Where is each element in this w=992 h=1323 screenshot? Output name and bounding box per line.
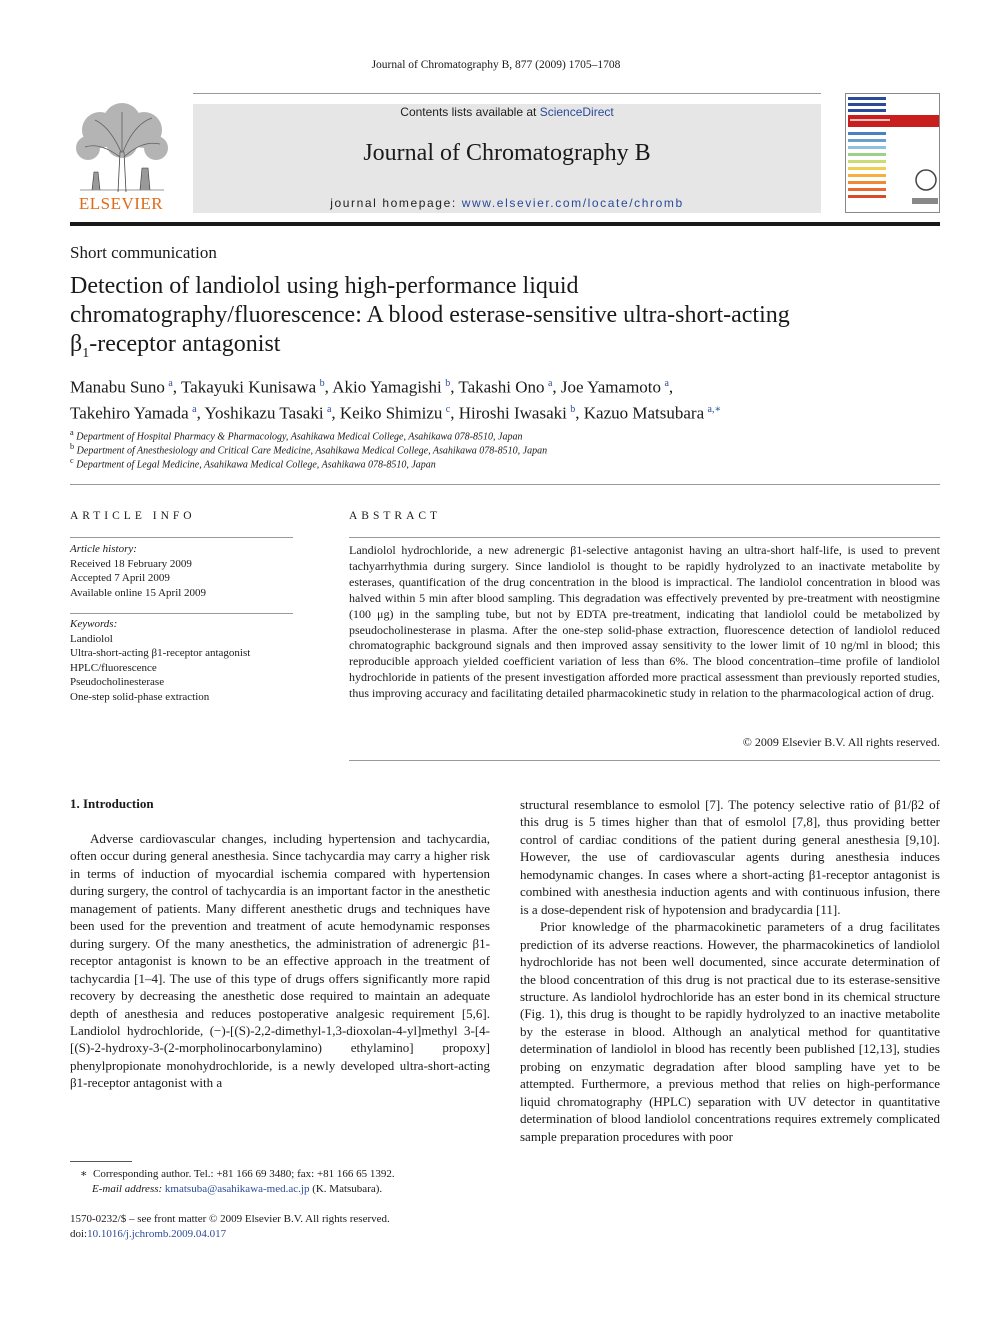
abstract-text: Landiolol hydrochloride, a new adrenergic β1-selective antagonist having an ultra-short half-life, is used to prevent tachyarrhythmia during surgery. Since landiolol is thought to be rapidly hydrolyzed to an inactivate metabolite by esterases, quantification of the drug concentration in the blood is impractical. The landiolol concentration in blood was halved within 5 min after blood sampling. This degradation was effectively prevented by pre-treatment with neostigmine (100 μg) in the sampling tube, but not by EDTA pre-treatment, indicating that landiolol could be metabolized by pseudocholinesterase in plasma. After the one-step solid-phase extraction, fluorescence detection of landiolol reduced chromatographic background signals and then improved assay sensitivity to the lower limit of 10 ng/ml in blood; this reproducible approach yielded coefficient variation of less than 6%. The blood concentration–time profile of landiolol hydrochloride in patients of the present investigation afforded more practical assessment than previously reported studies, thus improving accuracy and facilitating detailed pharmacokinetic study in relation to the pharmacological action of drug. xyxy=(349,543,940,701)
author-affiliation-marker[interactable]: c xyxy=(445,403,451,415)
keyword: Ultra-short-acting β1-receptor antagonist xyxy=(70,647,251,659)
author-name[interactable]: Akio Yamagishi xyxy=(332,377,442,397)
title-line-3 xyxy=(70,330,930,368)
author-affiliation-marker[interactable]: a,∗ xyxy=(707,403,722,415)
affiliation-marker: a xyxy=(70,428,74,437)
doi-label: doi: xyxy=(70,1228,88,1240)
author-affiliation-marker[interactable]: a xyxy=(168,378,173,389)
header-rule xyxy=(70,222,940,226)
article-type: Short communication xyxy=(70,243,217,262)
contents-prefix: Contents lists available at xyxy=(400,105,540,119)
affiliation-text: Department of Legal Medicine, Asahikawa Medical College, Asahikawa 078-8510, Japan xyxy=(76,459,436,471)
author-name[interactable]: Joe Yamamoto xyxy=(560,377,662,397)
keywords-label: Keywords: xyxy=(70,618,118,630)
author-affiliation-marker[interactable]: b xyxy=(570,403,576,415)
affiliation-marker: b xyxy=(70,442,75,451)
keywords-block xyxy=(70,617,293,704)
title-subscript: 1 xyxy=(82,345,90,361)
elsevier-logo[interactable] xyxy=(70,102,172,214)
paragraph: Prior knowledge of the pharmacokinetic parameters of a drug facilitates prediction of its adverse reactions. However, the pharmacokinetics of landiolol hydrochloride has not been well documented, since accurate determination of the blood concentration of this drug is not practical due to its esterase-sensitive structure. As landiolol hydrochloride has an ester bond in its chemical structure (Fig. 1), this drug is thought to be rapidly hydrolyzed to an inactive metabolite by the esterase in blood. Although an analytical method for quantitative determination of landiolol in blood has recently been published [12,13], studies probing on enzymatic degradation after blood sampling have yet to be attempted. Furthermore, a previous method that relies on high-performance liquid chromatography (HPLC) separation with UV detector in quantitative determination of blood landiolol concentrations requires extremely complicated sample preparation procedures with poor xyxy=(520,919,940,1144)
footnote-rule xyxy=(70,1161,132,1162)
keyword: Landiolol xyxy=(70,632,113,645)
email-label: E-mail address: xyxy=(92,1182,165,1195)
masthead-top-rule xyxy=(193,93,821,94)
title-beta: β xyxy=(70,331,83,357)
author-line-1: Manabu Suno $^a$, Takayuki Kunisawa $^b$, Akio Yamagishi $^b$, Takashi Ono $^a$, Joe Yamamoto $^a$, xyxy=(70,377,674,397)
abstract-heading: ABSTRACT xyxy=(349,510,442,522)
page-footer xyxy=(70,1212,490,1242)
journal-reference: Journal of Chromatography B, 877 (2009) 1705–1708 xyxy=(371,59,621,71)
author-list xyxy=(70,373,930,424)
accepted-date: Accepted 7 April 2009 xyxy=(70,572,170,584)
article-info-rule xyxy=(70,537,293,538)
author-affiliation-marker[interactable]: b xyxy=(445,378,451,389)
author-name[interactable]: Takayuki Kunisawa xyxy=(180,377,317,397)
author-affiliation-marker[interactable]: a xyxy=(664,378,669,389)
author-name[interactable]: Kazuo Matsubara xyxy=(583,403,705,423)
received-date: Received 18 February 2009 xyxy=(70,557,192,570)
author-name[interactable]: Takehiro Yamada xyxy=(70,403,189,423)
corresponding-author-footnote xyxy=(70,1167,490,1196)
contents-line xyxy=(193,105,821,119)
keyword: One-step solid-phase extraction xyxy=(70,690,210,703)
author-name[interactable]: Keiko Shimizu xyxy=(339,403,443,423)
journal-masthead xyxy=(193,104,821,213)
sciencedirect-link[interactable]: ScienceDirect xyxy=(539,105,614,119)
author-affiliation-marker[interactable]: a xyxy=(192,403,197,415)
author-affiliation-marker[interactable]: a xyxy=(547,378,553,389)
email-suffix: (K. Matsubara). xyxy=(309,1182,383,1195)
online-date: Available online 15 April 2009 xyxy=(70,586,207,599)
affiliation-a xyxy=(70,428,930,442)
keyword: Pseudocholinesterase xyxy=(70,676,165,688)
issn-line: 1570-0232/$ – see front matter © 2009 Elsevier B.V. All rights reserved. xyxy=(70,1213,390,1225)
title-line-2: chromatography/fluorescence: A blood esterase-sensitive ultra-short-acting xyxy=(70,302,790,328)
affiliation-text: Department of Hospital Pharmacy & Pharmacology, Asahikawa Medical College, Asahikawa 078-8510, Japan xyxy=(76,431,523,443)
abstract-copyright: © 2009 Elsevier B.V. All rights reserved. xyxy=(742,735,940,749)
abstract-rule xyxy=(349,537,940,538)
homepage-line xyxy=(193,196,821,210)
author-name[interactable]: Hiroshi Iwasaki xyxy=(458,403,567,423)
keyword: HPLC/fluorescence xyxy=(70,661,157,674)
affiliation-b xyxy=(70,442,930,456)
abstract-bottom-rule xyxy=(349,760,940,761)
title-rest: -receptor antagonist xyxy=(89,331,281,357)
journal-title[interactable]: Journal of Chromatography B xyxy=(363,140,651,166)
author-name[interactable]: Takashi Ono xyxy=(458,377,545,397)
paragraph: structural resemblance to esmolol [7]. The potency selective ratio of β1/β2 of this drug is 5 times higher than that of esmolol [7,8], thus providing better control of cardiac conditions of the patient during general anesthesia [9,10]. However, the use of cardiovascular agents during anesthesia induces hemodynamic changes. In cases where a short-acting β1-receptor antagonist is combined with anesthesia induction agents and with continuous infusion, there is a dose-dependent risk of hypotension and bradycardia [11]. xyxy=(520,797,940,917)
author-affiliation-marker[interactable]: b xyxy=(319,378,325,389)
author-name[interactable]: Manabu Suno xyxy=(70,377,165,397)
left-column xyxy=(70,830,490,1092)
elsevier-tree-icon xyxy=(70,102,172,194)
homepage-prefix: journal homepage: xyxy=(330,196,462,210)
author-email-link[interactable]: kmatsuba@asahikawa-med.ac.jp xyxy=(164,1182,310,1195)
affiliation-text: Department of Anesthesiology and Critical Care Medicine, Asahikawa Medical College, Asahikawa 078-8510, Japan xyxy=(76,445,548,457)
article-title xyxy=(70,272,930,368)
article-history xyxy=(70,542,293,600)
right-column xyxy=(520,796,940,1145)
affiliation-marker: c xyxy=(70,456,74,465)
affiliation-c xyxy=(70,456,930,470)
paragraph: Adverse cardiovascular changes, including hypertension and tachycardia, often occur during general anesthesia. Since tachycardia may carry a higher risk in terms of induction of myocardial ischemia compared with hypertension during surgery, the control of tachycardia is an important factor in the anesthetic management of patients. Many different anesthetic drugs and techniques have been used for the prevention and treatment of acute hemodynamic responses during surgery. Of the many anesthetics, the administration of adrenergic β1-receptor antagonist is known to be an effective approach in the treatment of tachycardia [1–4]. The use of this type of drugs offers significantly more rapid recovery by decreasing the anesthetic dose required to maintain an adequate depth of anesthesia and reduces postoperative analgesic requirement [5,6]. Landiolol hydrochloride, (−)-[(S)-2,2-dimethyl-1,3-dioxolan-4-yl]methyl 3-[4-[(S)-2-hydroxy-3-(2-morpholinocarbonylamino) ethylamino] propoxy] phenylpropionate monohydrochloride, is a newly developed ultra-short-acting β1-receptor antagonist with a xyxy=(70,831,490,1091)
author-affiliation-marker[interactable]: a xyxy=(326,403,332,415)
journal-cover-thumbnail[interactable] xyxy=(845,93,940,213)
journal-homepage-link[interactable]: www.elsevier.com/locate/chromb xyxy=(461,196,684,210)
keywords-rule xyxy=(70,613,293,614)
journal-cover-icon xyxy=(846,94,940,213)
history-label: Article history: xyxy=(70,543,137,555)
footnote-marker: ∗ xyxy=(80,1168,88,1180)
author-line-2: Takehiro Yamada $^a$, Yoshikazu Tasaki $^a$, Keiko Shimizu $^c$, Hiroshi Iwasaki $^b$, Kazuo Matsubara $^{a,∗}$ xyxy=(70,403,722,423)
article-info-heading: ARTICLE INFO xyxy=(70,510,196,522)
doi-link[interactable]: 10.1016/j.jchromb.2009.04.017 xyxy=(87,1228,227,1240)
corresponding-contact: Corresponding author. Tel.: +81 166 69 3480; fax: +81 166 65 1392. xyxy=(92,1168,395,1180)
author-name[interactable]: Yoshikazu Tasaki xyxy=(204,403,324,423)
introduction-heading: 1. Introduction xyxy=(70,796,154,811)
affiliation-rule xyxy=(70,484,940,485)
title-line-1: Detection of landiolol using high-performance liquid xyxy=(70,273,579,299)
elsevier-wordmark: ELSEVIER xyxy=(78,194,164,213)
